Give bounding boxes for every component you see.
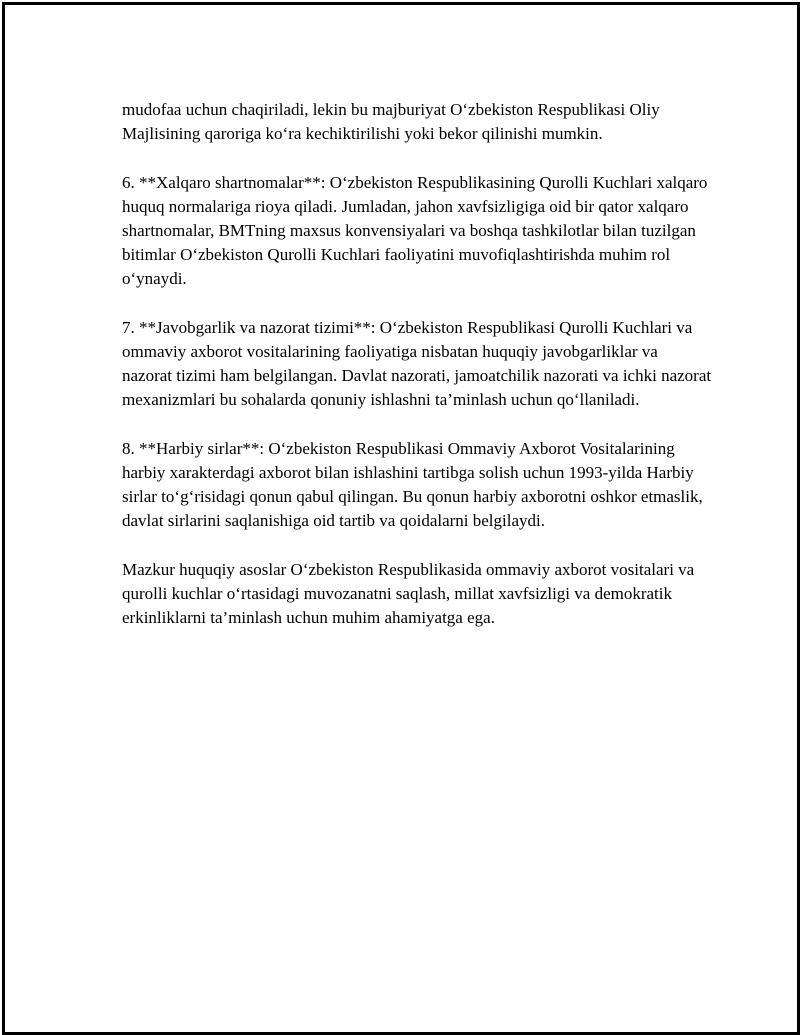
paragraph-continuation: mudofaa uchun chaqiriladi, lekin bu majburiyat O‘zbekiston Respublikasi Oliy Majlisining qaroriga ko‘ra kechiktirilishi yoki bekor qilinishi mumkin.	[122, 100, 660, 143]
paragraph-international-treaties: 6. **Xalqaro shartnomalar**: O‘zbekiston Respublikasining Qurolli Kuchlari xalqaro huquq normalariga rioya qiladi. Jumladan, jahon xavfsizligiga oid bir qator xalqaro shartnomalar, BMTning maxsus konvensiyalari va boshqa tashkilotlar bilan tuzilgan bitimlar O‘zbekiston Qurolli Kuchlari faoliyatini muvofiqlashtirishda muhim rol o‘ynaydi.	[122, 173, 708, 288]
paragraph-conclusion: Mazkur huquqiy asoslar O‘zbekiston Respublikasida ommaviy axborot vositalari va qurolli kuchlar o‘rtasidagi muvozanatni saqlash, millat xavfsizligi va demokratik erkinliklarni ta’minlash uchun muhim ahamiyatga ega.	[122, 560, 695, 627]
paragraph-accountability-control: 7. **Javobgarlik va nazorat tizimi**: O‘zbekiston Respublikasi Qurolli Kuchlari va ommaviy axborot vositalarining faoliyatiga nisbatan huquqiy javobgarliklar va nazorat tizimi ham belgilangan. Davlat nazorati, jamoatchilik nazorati va ichki nazorat mexanizmlari bu sohalarda qonuniy ishlashni ta’minlash uchun qo‘llaniladi.	[122, 318, 712, 409]
paragraph-military-secrets: 8. **Harbiy sirlar**: O‘zbekiston Respublikasi Ommaviy Axborot Vositalarining harbiy xarakterdagi axborot bilan ishlashini tartibga solish uchun 1993-yilda Harbiy sirlar to‘g‘risidagi qonun qabul qilingan. Bu qonun harbiy axborotni oshkor etmaslik, davlat sirlarini saqlanishiga oid tartib va qoidalarni belgilaydi.	[122, 439, 703, 530]
document-body	[122, 98, 712, 655]
page-frame	[2, 2, 800, 1035]
